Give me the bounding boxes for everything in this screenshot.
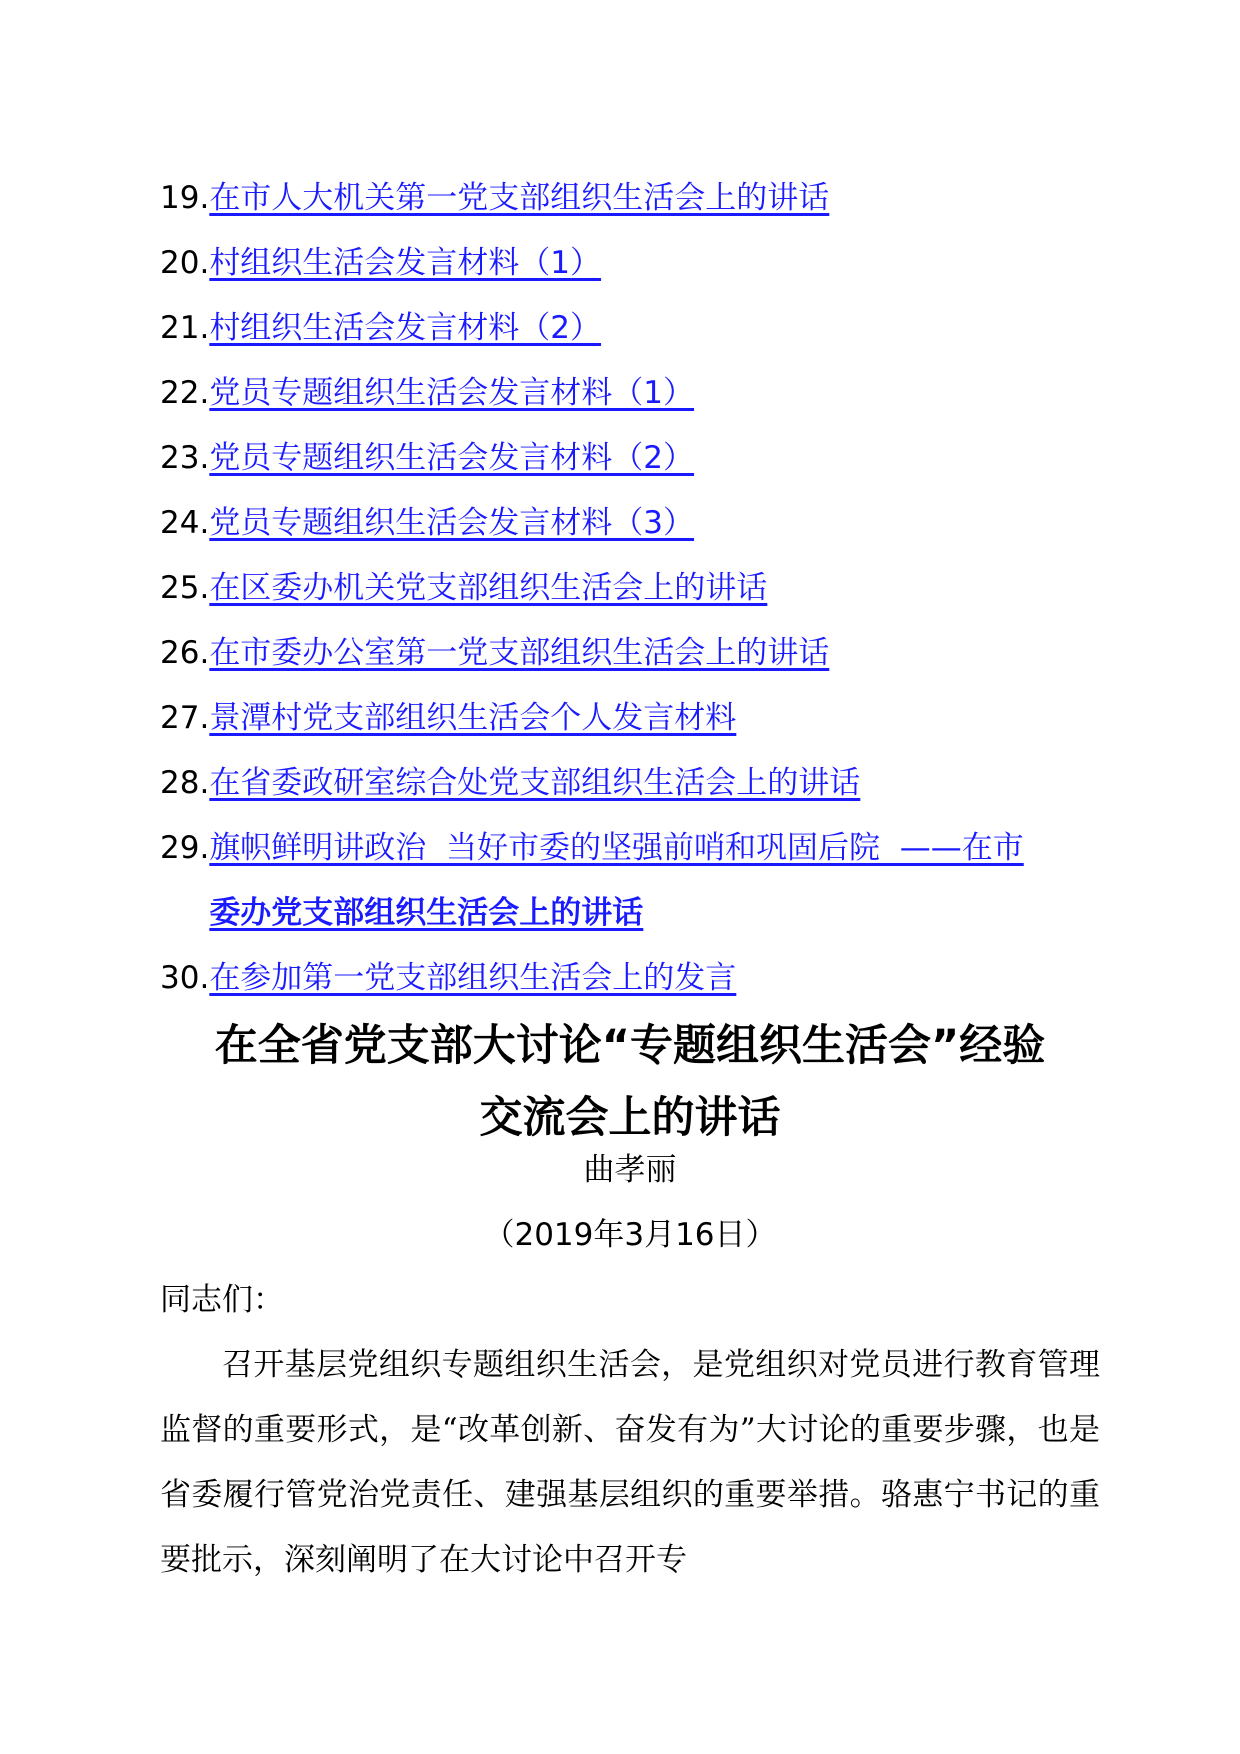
toc-link[interactable]: 党员专题组织生活会发言材料（2）: [209, 440, 695, 476]
toc-number: 28.: [160, 765, 210, 801]
toc-link[interactable]: [209, 816, 1023, 946]
toc-link-line1: 旗帜鲜明讲政治 当好市委的坚强前哨和巩固后院 ——在市: [209, 830, 1024, 866]
toc-item-25[interactable]: [160, 556, 1100, 621]
speech-title-line2: 交流会上的讲话: [479, 1093, 781, 1143]
toc-item-30[interactable]: [160, 946, 1100, 1011]
toc-item-23[interactable]: [160, 426, 1100, 491]
body-paragraph: 召开基层党组织专题组织生活会，是党组织对党员进行教育管理监督的重要形式，是“改革创新、奋发有为”大讨论的重要步骤，也是省委履行管党治党责任、建强基层组织的重要举措。骆惠宁书记的重要批示，深刻阐明了在大讨论中召开专: [160, 1347, 1100, 1578]
toc-item-28[interactable]: [160, 751, 1100, 816]
toc-link[interactable]: 在参加第一党支部组织生活会上的发言: [209, 960, 737, 996]
toc-item-26[interactable]: [160, 621, 1100, 686]
toc-number: 30.: [160, 960, 210, 996]
toc-number: 21.: [160, 310, 210, 346]
toc-item-29[interactable]: [160, 816, 1100, 946]
toc-number: 27.: [160, 700, 210, 736]
toc-link[interactable]: 党员专题组织生活会发言材料（3）: [209, 505, 695, 541]
speech-body: [160, 1268, 1100, 1593]
toc-number: 25.: [160, 570, 210, 606]
toc-link[interactable]: 在市委办公室第一党支部组织生活会上的讲话: [209, 635, 830, 671]
toc-item-27[interactable]: [160, 686, 1100, 751]
speech-title-line1: 在全省党支部大讨论“专题组织生活会”经验: [214, 1021, 1046, 1071]
greeting: 同志们：: [160, 1282, 284, 1318]
toc-number: 20.: [160, 245, 210, 281]
toc-link[interactable]: 村组织生活会发言材料（2）: [209, 310, 602, 346]
speech-title: [160, 1010, 1100, 1154]
toc-number: 19.: [160, 180, 210, 216]
toc-link[interactable]: 在区委办机关党支部组织生活会上的讲话: [209, 570, 768, 606]
toc-link[interactable]: 在省委政研室综合处党支部组织生活会上的讲话: [209, 765, 861, 801]
toc-link[interactable]: 村组织生活会发言材料（1）: [209, 245, 602, 281]
toc-item-22[interactable]: [160, 361, 1100, 426]
toc-item-21[interactable]: [160, 296, 1100, 361]
toc-link-line2: 委办党支部组织生活会上的讲话: [209, 895, 644, 931]
toc-item-24[interactable]: [160, 491, 1100, 556]
speech-date: （2019年3月16日）: [483, 1217, 777, 1253]
toc-link[interactable]: 党员专题组织生活会发言材料（1）: [209, 375, 695, 411]
author-name: 曲孝丽: [583, 1152, 677, 1188]
table-of-contents: [160, 166, 1100, 1011]
toc-item-20[interactable]: [160, 231, 1100, 296]
toc-item-19[interactable]: [160, 166, 1100, 231]
toc-number: 26.: [160, 635, 210, 671]
toc-link[interactable]: 景潭村党支部组织生活会个人发言材料: [209, 700, 737, 736]
toc-number: 22.: [160, 375, 210, 411]
toc-link[interactable]: 在市人大机关第一党支部组织生活会上的讲话: [209, 180, 830, 216]
toc-number: 24.: [160, 505, 210, 541]
toc-number: 29.: [160, 830, 210, 866]
toc-number: 23.: [160, 440, 210, 476]
